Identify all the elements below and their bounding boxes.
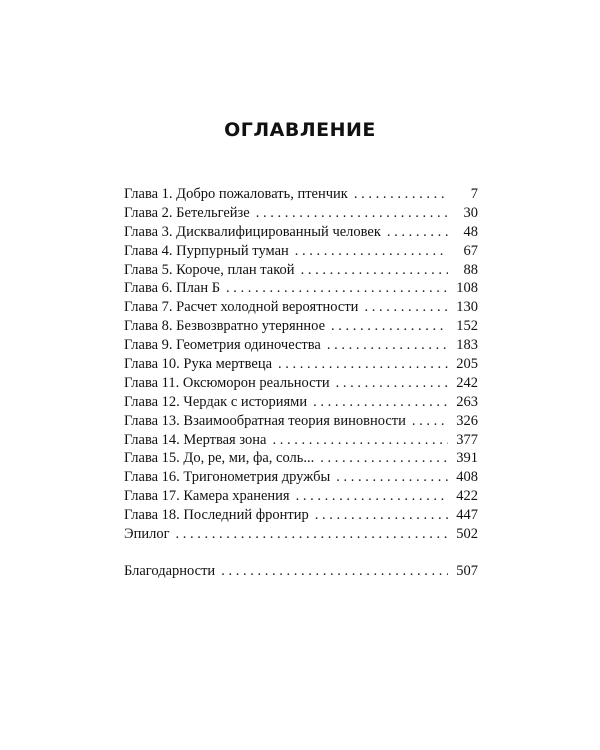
entry-page-number: 408 xyxy=(456,469,478,486)
table-of-contents xyxy=(124,185,478,581)
entry-title: Глава 1. Добро пожаловать, птенчик xyxy=(124,186,348,202)
toc-entry xyxy=(124,374,478,393)
dot-leader xyxy=(272,431,448,450)
entry-title: Глава 16. Тригонометрия дружбы xyxy=(124,469,331,486)
dot-leader xyxy=(412,412,448,431)
entry-title: Глава 5. Короче, план такой xyxy=(124,261,295,278)
entry-title: Глава 7. Расчет холодной вероятности xyxy=(124,299,359,316)
toc-entry xyxy=(124,487,478,506)
dot-leader xyxy=(354,185,448,204)
dot-leader xyxy=(301,261,448,280)
dot-leader xyxy=(296,487,448,506)
entry-page-number: 422 xyxy=(456,488,478,505)
toc-entry-acknowledgements xyxy=(124,562,478,581)
toc-entry xyxy=(124,355,478,374)
entry-title: Глава 11. Оксюморон реальности xyxy=(124,374,330,391)
entry-title: Глава 18. Последний фронтир xyxy=(124,507,309,524)
entry-page-number: 326 xyxy=(456,412,478,429)
entry-title: Глава 6. План Б xyxy=(124,280,221,297)
toc-heading: ОГЛАВЛЕНИЕ xyxy=(224,119,376,141)
entry-page-number: 205 xyxy=(456,356,478,373)
toc-entry xyxy=(124,279,478,298)
dot-leader xyxy=(387,223,448,242)
entry-page-number: 377 xyxy=(456,431,478,448)
toc-entry xyxy=(124,468,478,487)
toc-entry xyxy=(124,242,478,261)
entry-page-number: 507 xyxy=(456,562,478,579)
dot-leader xyxy=(226,279,448,298)
entry-title: Благодарности xyxy=(124,562,216,579)
entry-page-number: 183 xyxy=(456,337,478,354)
dot-leader xyxy=(295,242,448,261)
entry-page-number: 152 xyxy=(456,318,478,335)
dot-leader xyxy=(320,449,448,468)
dot-leader xyxy=(176,525,448,544)
entry-page-number: 7 xyxy=(470,186,478,202)
toc-entry xyxy=(124,431,478,450)
toc-entry xyxy=(124,506,478,525)
entry-title: Глава 4. Пурпурный туман xyxy=(124,242,289,259)
dot-leader xyxy=(336,468,448,487)
toc-entry xyxy=(124,317,478,336)
entry-title: Глава 10. Рука мертвеца xyxy=(124,356,273,373)
entry-title: Глава 8. Безвозвратно утерянное xyxy=(124,318,326,335)
entry-title: Глава 17. Камера хранения xyxy=(124,488,290,505)
entry-page-number: 30 xyxy=(463,204,478,221)
toc-entry xyxy=(124,261,478,280)
entry-page-number: 263 xyxy=(456,393,478,410)
toc-entry xyxy=(124,449,478,468)
entry-title: Глава 15. До, ре, ми, фа, соль... xyxy=(124,450,315,467)
toc-entry xyxy=(124,525,478,544)
entry-title: Глава 3. Дисквалифицированный человек xyxy=(124,223,381,240)
entry-page-number: 48 xyxy=(463,223,478,240)
entry-title: Эпилог xyxy=(124,526,170,543)
entry-page-number: 502 xyxy=(456,526,478,543)
toc-entry xyxy=(124,393,478,412)
entry-page-number: 130 xyxy=(456,299,478,316)
dot-leader xyxy=(278,355,448,374)
dot-leader xyxy=(315,506,448,525)
entry-page-number: 242 xyxy=(456,374,478,391)
dot-leader xyxy=(364,298,448,317)
dot-leader xyxy=(256,204,448,223)
toc-entry xyxy=(124,412,478,431)
dot-leader xyxy=(221,562,448,581)
entry-title: Глава 13. Взаимообратная теория виновности xyxy=(124,412,406,429)
toc-entry xyxy=(124,298,478,317)
entry-title: Глава 12. Чердак с историями xyxy=(124,393,308,410)
toc-entry xyxy=(124,185,478,204)
dot-leader xyxy=(313,393,448,412)
entry-page-number: 108 xyxy=(456,280,478,297)
dot-leader xyxy=(336,374,448,393)
entry-page-number: 88 xyxy=(463,261,478,278)
toc-entry xyxy=(124,223,478,242)
toc-entry xyxy=(124,204,478,223)
entry-page-number: 391 xyxy=(456,450,478,467)
entry-title: Глава 9. Геометрия одиночества xyxy=(124,337,321,354)
dot-leader xyxy=(327,336,448,355)
entry-title: Глава 14. Мертвая зона xyxy=(124,431,267,448)
dot-leader xyxy=(331,317,448,336)
entry-title: Глава 2. Бетельгейзе xyxy=(124,204,250,221)
entry-page-number: 447 xyxy=(456,507,478,524)
entry-page-number: 67 xyxy=(463,242,478,259)
toc-entry xyxy=(124,336,478,355)
